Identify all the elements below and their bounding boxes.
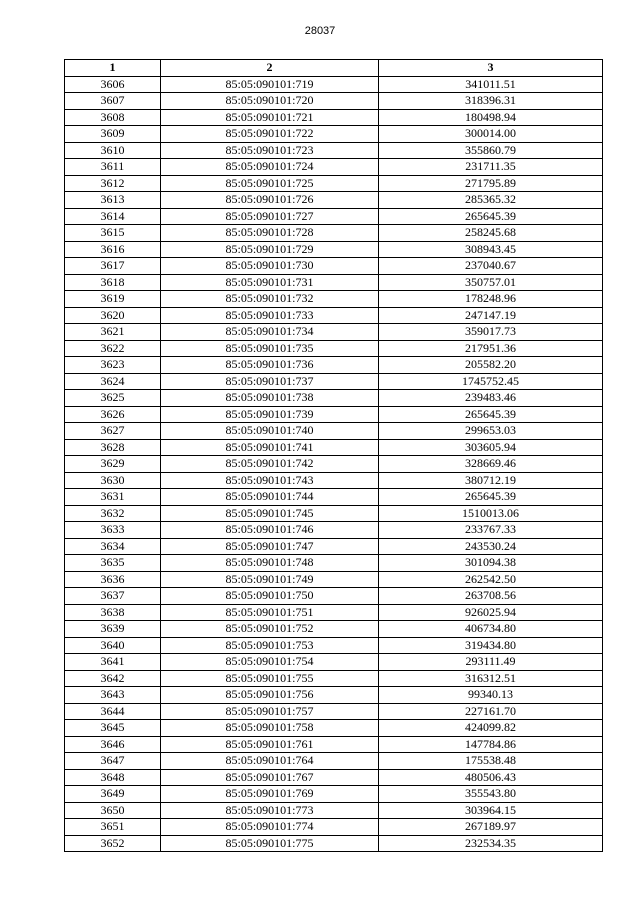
value-cell: 232534.35 <box>379 835 603 852</box>
cadastral-number-cell: 85:05:090101:747 <box>161 538 379 555</box>
value-cell: 271795.89 <box>379 175 603 192</box>
row-number-cell: 3641 <box>65 654 161 671</box>
row-number-cell: 3618 <box>65 274 161 291</box>
table-row <box>65 324 603 341</box>
cadastral-number-cell: 85:05:090101:744 <box>161 489 379 506</box>
table-row <box>65 439 603 456</box>
cadastral-number-cell: 85:05:090101:719 <box>161 76 379 93</box>
column-header-3: 3 <box>379 60 603 77</box>
value-cell: 99340.13 <box>379 687 603 704</box>
row-number-cell: 3634 <box>65 538 161 555</box>
value-cell: 262542.50 <box>379 571 603 588</box>
cadastral-number-cell: 85:05:090101:757 <box>161 703 379 720</box>
row-number-cell: 3617 <box>65 258 161 275</box>
row-number-cell: 3613 <box>65 192 161 209</box>
table-row <box>65 93 603 110</box>
value-cell: 926025.94 <box>379 604 603 621</box>
row-number-cell: 3648 <box>65 769 161 786</box>
cadastral-number-cell: 85:05:090101:733 <box>161 307 379 324</box>
row-number-cell: 3631 <box>65 489 161 506</box>
value-cell: 1745752.45 <box>379 373 603 390</box>
row-number-cell: 3626 <box>65 406 161 423</box>
table-row <box>65 753 603 770</box>
row-number-cell: 3646 <box>65 736 161 753</box>
cadastral-number-cell: 85:05:090101:753 <box>161 637 379 654</box>
table-row <box>65 538 603 555</box>
value-cell: 319434.80 <box>379 637 603 654</box>
row-number-cell: 3640 <box>65 637 161 654</box>
table-row <box>65 736 603 753</box>
row-number-cell: 3639 <box>65 621 161 638</box>
table-row <box>65 159 603 176</box>
value-cell: 175538.48 <box>379 753 603 770</box>
row-number-cell: 3612 <box>65 175 161 192</box>
cadastral-number-cell: 85:05:090101:751 <box>161 604 379 621</box>
cadastral-number-cell: 85:05:090101:737 <box>161 373 379 390</box>
cadastral-number-cell: 85:05:090101:735 <box>161 340 379 357</box>
cadastral-number-cell: 85:05:090101:748 <box>161 555 379 572</box>
value-cell: 247147.19 <box>379 307 603 324</box>
data-table <box>64 59 603 852</box>
row-number-cell: 3633 <box>65 522 161 539</box>
row-number-cell: 3636 <box>65 571 161 588</box>
table-row <box>65 373 603 390</box>
table-row <box>65 670 603 687</box>
cadastral-number-cell: 85:05:090101:723 <box>161 142 379 159</box>
table-row <box>65 423 603 440</box>
table-row <box>65 225 603 242</box>
cadastral-number-cell: 85:05:090101:775 <box>161 835 379 852</box>
cadastral-number-cell: 85:05:090101:743 <box>161 472 379 489</box>
header-row <box>65 60 603 77</box>
table-row <box>65 489 603 506</box>
table-row <box>65 522 603 539</box>
row-number-cell: 3616 <box>65 241 161 258</box>
value-cell: 265645.39 <box>379 208 603 225</box>
value-cell: 265645.39 <box>379 489 603 506</box>
value-cell: 355860.79 <box>379 142 603 159</box>
value-cell: 1510013.06 <box>379 505 603 522</box>
row-number-cell: 3619 <box>65 291 161 308</box>
table-row <box>65 208 603 225</box>
cadastral-number-cell: 85:05:090101:773 <box>161 802 379 819</box>
table-row <box>65 175 603 192</box>
value-cell: 205582.20 <box>379 357 603 374</box>
cadastral-number-cell: 85:05:090101:745 <box>161 505 379 522</box>
table-row <box>65 505 603 522</box>
row-number-cell: 3645 <box>65 720 161 737</box>
row-number-cell: 3622 <box>65 340 161 357</box>
page-number: 28037 <box>304 25 336 37</box>
cadastral-number-cell: 85:05:090101:758 <box>161 720 379 737</box>
table-row <box>65 819 603 836</box>
cadastral-number-cell: 85:05:090101:761 <box>161 736 379 753</box>
value-cell: 303964.15 <box>379 802 603 819</box>
table-row <box>65 621 603 638</box>
table-row <box>65 126 603 143</box>
table-row <box>65 472 603 489</box>
cadastral-number-cell: 85:05:090101:756 <box>161 687 379 704</box>
row-number-cell: 3650 <box>65 802 161 819</box>
row-number-cell: 3627 <box>65 423 161 440</box>
table-row <box>65 786 603 803</box>
table-row <box>65 192 603 209</box>
row-number-cell: 3609 <box>65 126 161 143</box>
cadastral-number-cell: 85:05:090101:754 <box>161 654 379 671</box>
value-cell: 265645.39 <box>379 406 603 423</box>
cadastral-number-cell: 85:05:090101:722 <box>161 126 379 143</box>
value-cell: 258245.68 <box>379 225 603 242</box>
cadastral-number-cell: 85:05:090101:739 <box>161 406 379 423</box>
cadastral-number-cell: 85:05:090101:730 <box>161 258 379 275</box>
row-number-cell: 3637 <box>65 588 161 605</box>
table-row <box>65 291 603 308</box>
value-cell: 239483.46 <box>379 390 603 407</box>
cadastral-number-cell: 85:05:090101:764 <box>161 753 379 770</box>
table-row <box>65 406 603 423</box>
cadastral-number-cell: 85:05:090101:755 <box>161 670 379 687</box>
row-number-cell: 3644 <box>65 703 161 720</box>
value-cell: 147784.86 <box>379 736 603 753</box>
row-number-cell: 3625 <box>65 390 161 407</box>
column-header-1: 1 <box>65 60 161 77</box>
row-number-cell: 3623 <box>65 357 161 374</box>
cadastral-number-cell: 85:05:090101:725 <box>161 175 379 192</box>
table-row <box>65 555 603 572</box>
value-cell: 328669.46 <box>379 456 603 473</box>
value-cell: 231711.35 <box>379 159 603 176</box>
value-cell: 380712.19 <box>379 472 603 489</box>
cadastral-number-cell: 85:05:090101:726 <box>161 192 379 209</box>
cadastral-number-cell: 85:05:090101:750 <box>161 588 379 605</box>
value-cell: 301094.38 <box>379 555 603 572</box>
row-number-cell: 3624 <box>65 373 161 390</box>
row-number-cell: 3620 <box>65 307 161 324</box>
value-cell: 303605.94 <box>379 439 603 456</box>
value-cell: 406734.80 <box>379 621 603 638</box>
row-number-cell: 3628 <box>65 439 161 456</box>
cadastral-number-cell: 85:05:090101:724 <box>161 159 379 176</box>
value-cell: 217951.36 <box>379 340 603 357</box>
cadastral-number-cell: 85:05:090101:728 <box>161 225 379 242</box>
cadastral-number-cell: 85:05:090101:734 <box>161 324 379 341</box>
table-row <box>65 687 603 704</box>
table-row <box>65 76 603 93</box>
row-number-cell: 3611 <box>65 159 161 176</box>
cadastral-number-cell: 85:05:090101:727 <box>161 208 379 225</box>
value-cell: 233767.33 <box>379 522 603 539</box>
row-number-cell: 3607 <box>65 93 161 110</box>
value-cell: 480506.43 <box>379 769 603 786</box>
table-row <box>65 571 603 588</box>
table-row <box>65 258 603 275</box>
cadastral-number-cell: 85:05:090101:774 <box>161 819 379 836</box>
row-number-cell: 3649 <box>65 786 161 803</box>
cadastral-number-cell: 85:05:090101:746 <box>161 522 379 539</box>
row-number-cell: 3630 <box>65 472 161 489</box>
value-cell: 308943.45 <box>379 241 603 258</box>
value-cell: 267189.97 <box>379 819 603 836</box>
value-cell: 300014.00 <box>379 126 603 143</box>
table-row <box>65 835 603 852</box>
table-row <box>65 390 603 407</box>
value-cell: 341011.51 <box>379 76 603 93</box>
table-row <box>65 703 603 720</box>
row-number-cell: 3610 <box>65 142 161 159</box>
cadastral-number-cell: 85:05:090101:767 <box>161 769 379 786</box>
row-number-cell: 3621 <box>65 324 161 341</box>
value-cell: 180498.94 <box>379 109 603 126</box>
table-row <box>65 604 603 621</box>
table-row <box>65 357 603 374</box>
row-number-cell: 3638 <box>65 604 161 621</box>
row-number-cell: 3643 <box>65 687 161 704</box>
value-cell: 316312.51 <box>379 670 603 687</box>
cadastral-number-cell: 85:05:090101:749 <box>161 571 379 588</box>
row-number-cell: 3615 <box>65 225 161 242</box>
row-number-cell: 3647 <box>65 753 161 770</box>
table-row <box>65 588 603 605</box>
row-number-cell: 3651 <box>65 819 161 836</box>
value-cell: 359017.73 <box>379 324 603 341</box>
cadastral-number-cell: 85:05:090101:740 <box>161 423 379 440</box>
value-cell: 318396.31 <box>379 93 603 110</box>
cadastral-number-cell: 85:05:090101:720 <box>161 93 379 110</box>
value-cell: 227161.70 <box>379 703 603 720</box>
table-row <box>65 109 603 126</box>
cadastral-number-cell: 85:05:090101:741 <box>161 439 379 456</box>
table-row <box>65 274 603 291</box>
cadastral-number-cell: 85:05:090101:731 <box>161 274 379 291</box>
table-row <box>65 654 603 671</box>
row-number-cell: 3608 <box>65 109 161 126</box>
table-row <box>65 340 603 357</box>
cadastral-number-cell: 85:05:090101:742 <box>161 456 379 473</box>
value-cell: 355543.80 <box>379 786 603 803</box>
value-cell: 285365.32 <box>379 192 603 209</box>
row-number-cell: 3635 <box>65 555 161 572</box>
value-cell: 237040.67 <box>379 258 603 275</box>
table-row <box>65 142 603 159</box>
value-cell: 243530.24 <box>379 538 603 555</box>
table-row <box>65 241 603 258</box>
cadastral-number-cell: 85:05:090101:736 <box>161 357 379 374</box>
cadastral-number-cell: 85:05:090101:769 <box>161 786 379 803</box>
cadastral-number-cell: 85:05:090101:721 <box>161 109 379 126</box>
row-number-cell: 3606 <box>65 76 161 93</box>
cadastral-number-cell: 85:05:090101:752 <box>161 621 379 638</box>
value-cell: 293111.49 <box>379 654 603 671</box>
table-body <box>65 76 603 852</box>
table-row <box>65 769 603 786</box>
table-row <box>65 637 603 654</box>
row-number-cell: 3629 <box>65 456 161 473</box>
table-header <box>65 60 603 77</box>
cadastral-number-cell: 85:05:090101:738 <box>161 390 379 407</box>
cadastral-number-cell: 85:05:090101:729 <box>161 241 379 258</box>
row-number-cell: 3652 <box>65 835 161 852</box>
row-number-cell: 3614 <box>65 208 161 225</box>
value-cell: 263708.56 <box>379 588 603 605</box>
table-row <box>65 456 603 473</box>
value-cell: 350757.01 <box>379 274 603 291</box>
table-row <box>65 802 603 819</box>
value-cell: 424099.82 <box>379 720 603 737</box>
row-number-cell: 3632 <box>65 505 161 522</box>
cadastral-number-cell: 85:05:090101:732 <box>161 291 379 308</box>
table-row <box>65 307 603 324</box>
column-header-2: 2 <box>161 60 379 77</box>
value-cell: 299653.03 <box>379 423 603 440</box>
table-row <box>65 720 603 737</box>
row-number-cell: 3642 <box>65 670 161 687</box>
value-cell: 178248.96 <box>379 291 603 308</box>
